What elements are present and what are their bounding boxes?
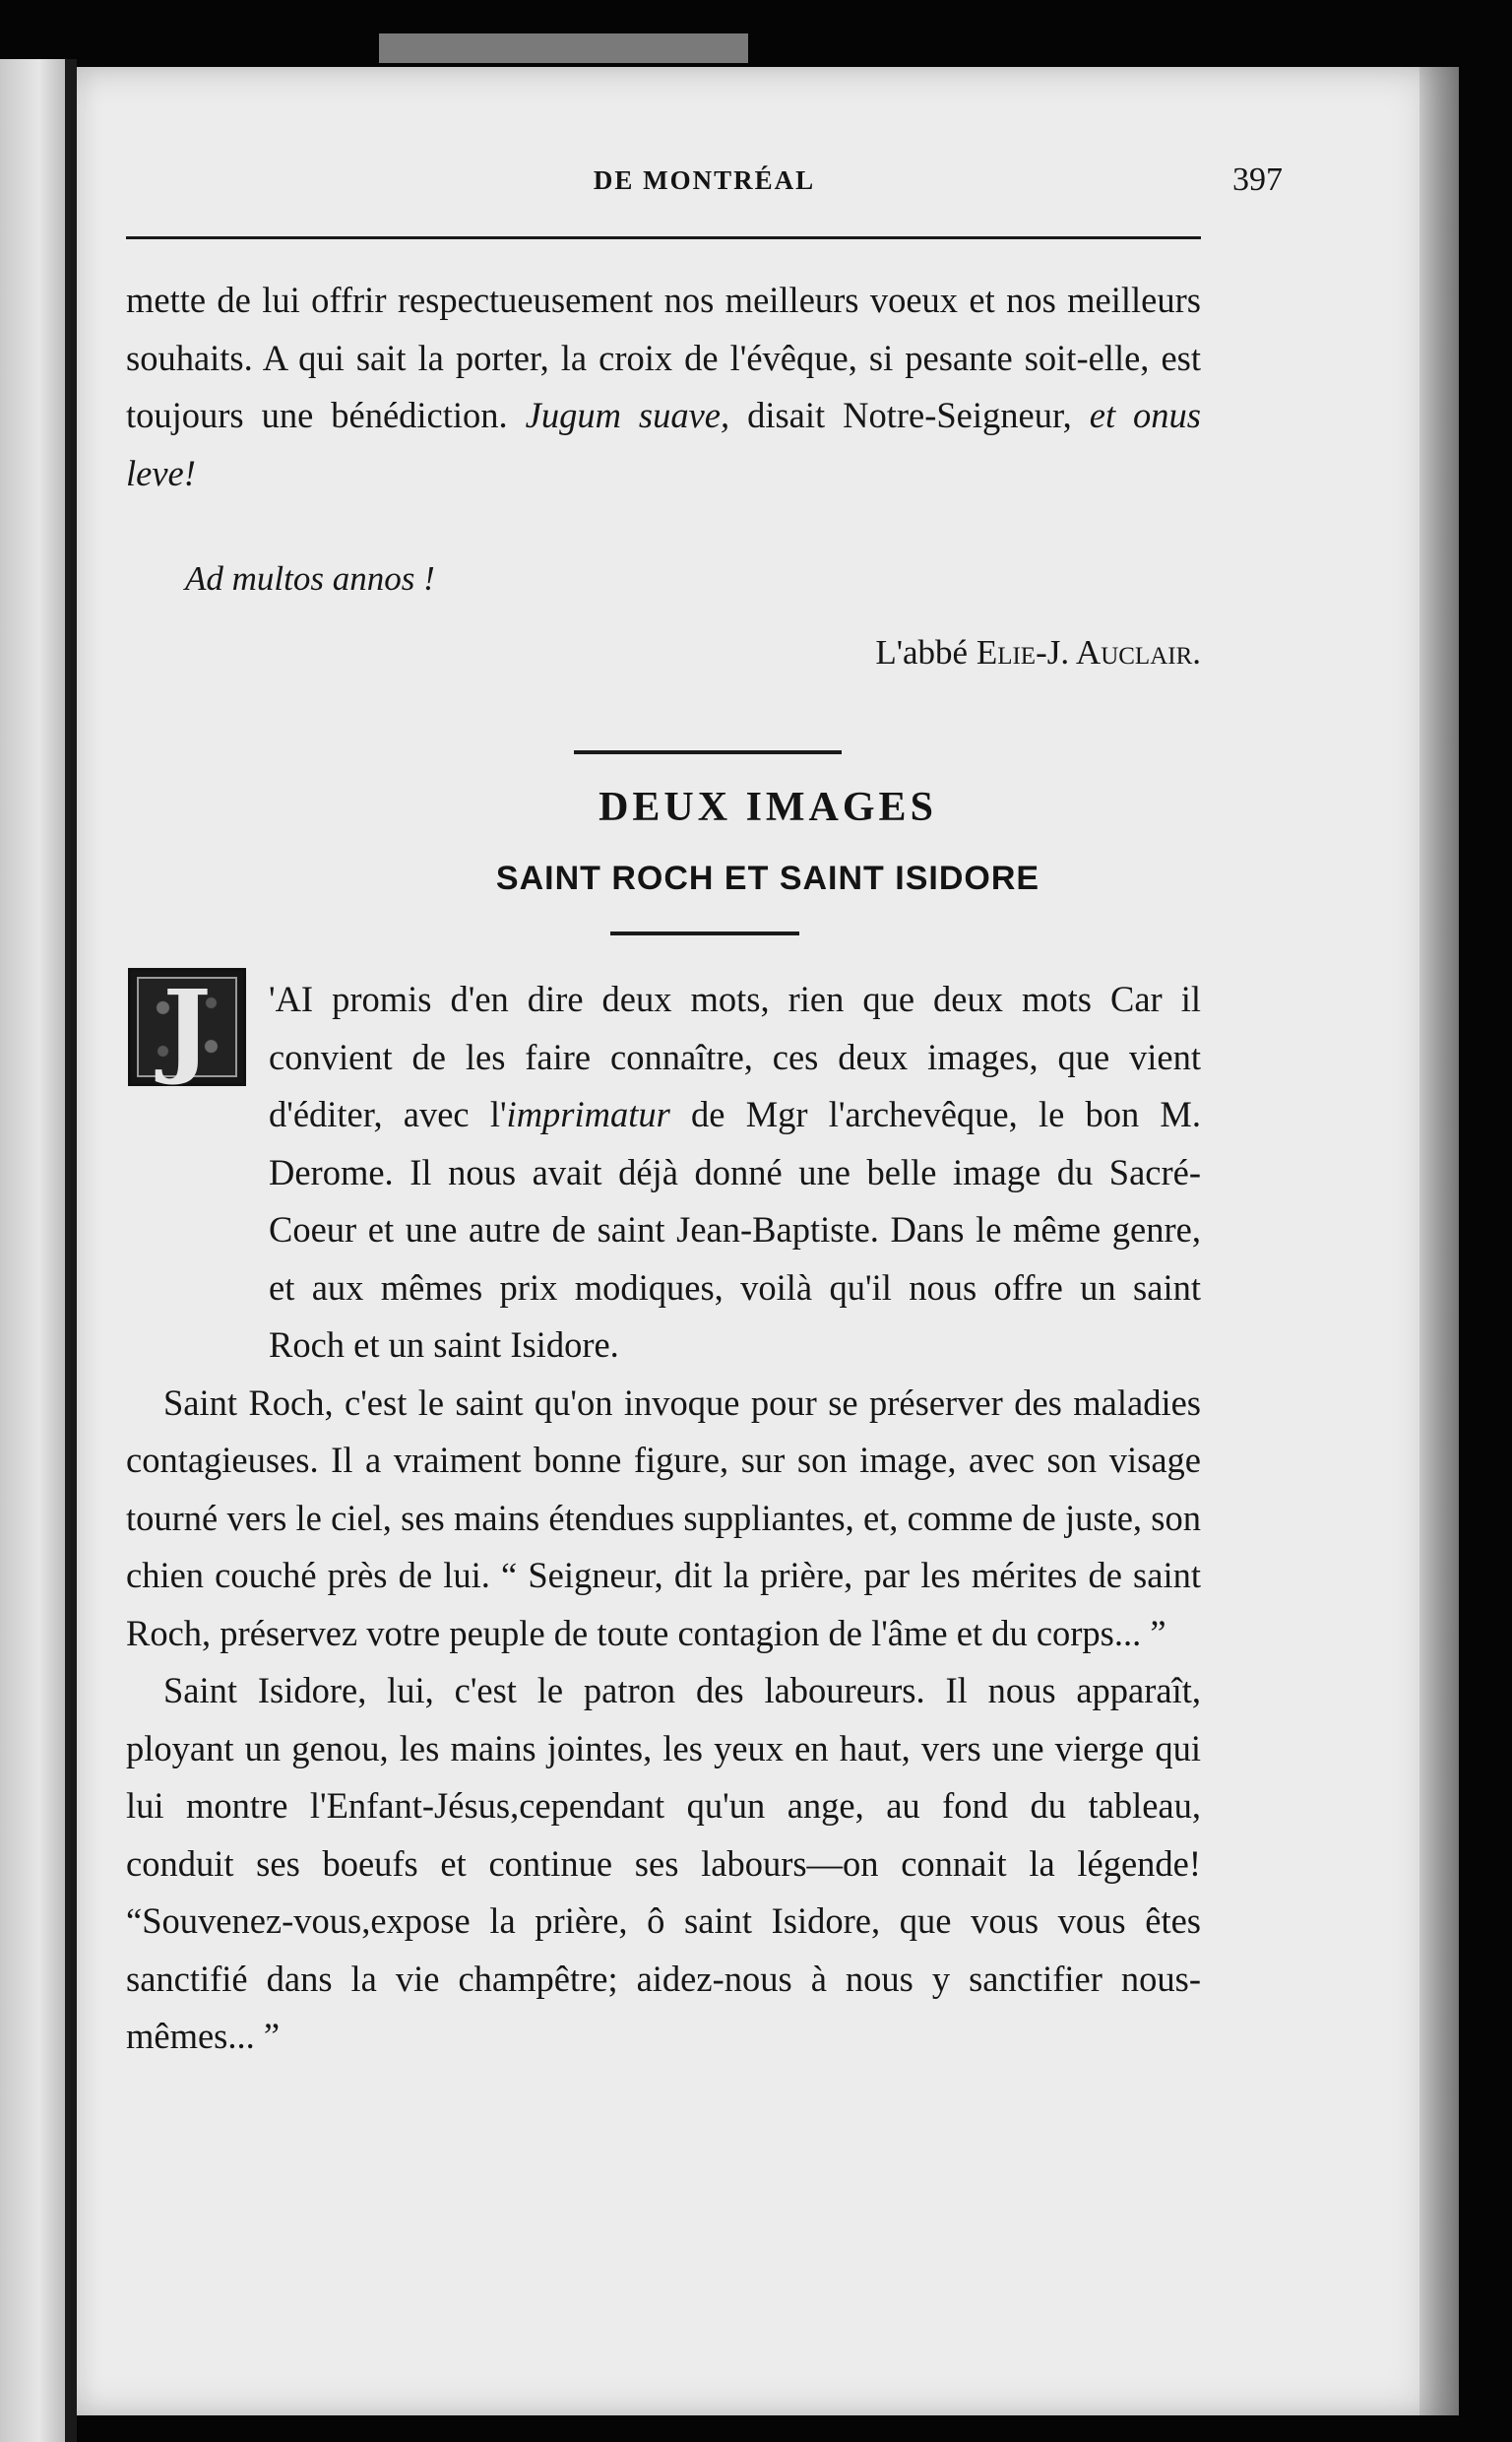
book-page [77,67,1459,2415]
previous-page-edge [0,59,65,2442]
closing-salutation: Ad multos annos ! [185,559,435,598]
paragraph-1-text-a: 'AI promis d'en dire deux mots, rien que deux mots Car il convient de les faire connaître, ces deux images, que vient d'éditer, avec l' [269,979,1201,1134]
paragraph-1-text-b: de Mgr l'archevêque, le bon M. Derome. Il nous avait déjà donné une belle image du Sacré-Coeur et une autre de saint Jean-Baptiste. Dans le même genre, et aux mêmes prix modiques, voilà qu'il nous offre un saint Roch et un saint Isidore. [269,1094,1201,1365]
imprimatur-word: imprimatur [506,1094,670,1134]
article-subtitle: SAINT ROCH ET SAINT ISIDORE [495,860,1040,897]
header-rule [126,236,1201,239]
page-edge-shadow [1419,67,1459,2415]
scan-tape-strip [379,33,748,63]
paragraph-3: Saint Isidore, lui, c'est le patron des laboureurs. Il nous apparaît, ployant un genou, les mains jointes, les yeux en haut, vers une vierge qui lui montre l'Enfant-Jésus,cependant qu'un ange, au fond du tableau, conduit ses boeufs et continue ses labours—on connait la légende! “Souvenez-vous,expose la prière, ô saint Isidore, que vous vous êtes sanctifié dans la vie champêtre; aidez-nous à nous y sanctifier nous-mêmes... ” [126,1670,1201,2056]
continuation-text [126,272,1201,502]
book-gutter [65,59,77,2442]
latin-phrase-2: et onus leve! [126,395,1202,493]
continuation-paragraph [126,272,1201,502]
signature [875,633,1201,673]
continuation-text-1: mette de lui offrir respectueusement nos meilleurs voeux et nos meilleurs souhaits. A qui sait la porter, la croix de l'évêque, si pesante soit-elle, est toujours une bénédiction. [126,280,1201,435]
latin-phrase-1: Jugum suave, [525,395,730,435]
signature-prefix: L'abbé [875,633,976,672]
article-body [126,966,1201,2066]
running-head: DE MONTRÉAL [593,165,816,195]
page-number: 397 [1232,161,1283,198]
continuation-text-2: disait Notre-Seigneur, [729,395,1090,435]
drop-cap-letter: J [162,966,212,1088]
paragraph-1 [126,966,1201,1375]
page-header [126,161,1283,225]
paragraph-2: Saint Roch, c'est le saint qu'on invoque pour se préserver des maladies contagieuses. Il a vraiment bonne figure, sur son image, avec son visage tourné vers le ciel, ses mains étendues suppliantes, et, comme de juste, son chien couché près de lui. “ Seigneur, dit la prière, par les mérites de saint Roch, préservez votre peuple de toute contagion de l'âme et du corps... ” [126,1382,1201,1653]
signature-name: Elie-J. Auclair. [976,633,1201,672]
section-divider-bottom [610,932,799,935]
section-divider-top [574,750,842,754]
article-title: DEUX IMAGES [598,785,937,830]
